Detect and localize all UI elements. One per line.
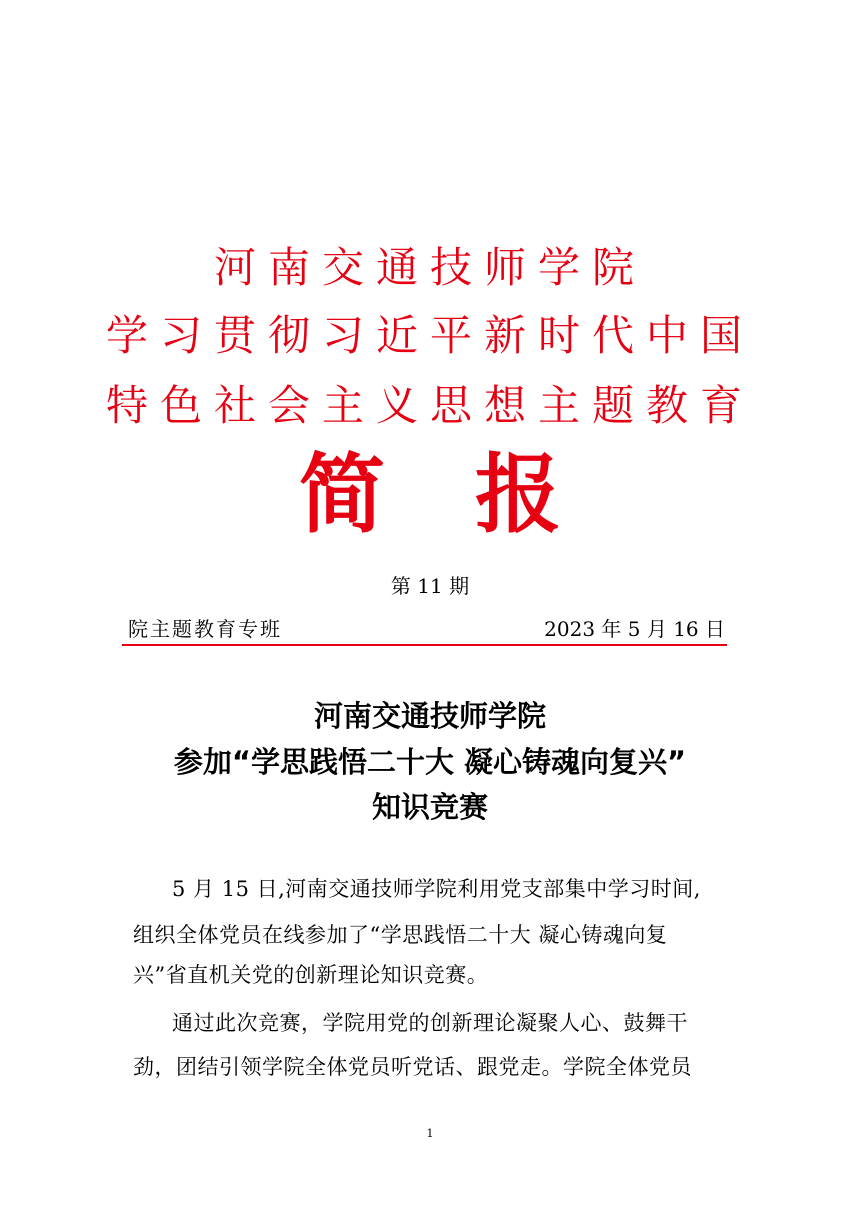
- paragraph-1-line-1: 5 月 15 日,河南交通技师学院利用党支部集中学习时间,: [172, 877, 701, 901]
- header-title-line-2: 学习贯彻习近平新时代中国: [105, 311, 754, 360]
- paragraph-1-line-2: 组织全体党员在线参加了“学思践悟二十大 凝心铸魂向复: [133, 923, 668, 947]
- issue-number: 第 11 期: [390, 574, 470, 598]
- paragraph-1-line-3: 兴”省直机关党的创新理论知识竞赛。: [133, 963, 489, 987]
- header-title-line-1: 河南交通技师学院: [213, 243, 646, 292]
- page-number: 1: [426, 1127, 434, 1140]
- article-title-line-3: 知识竞赛: [371, 790, 488, 824]
- red-divider-line: [122, 644, 727, 646]
- brief-banner: [0, 444, 860, 545]
- issuing-department: 院主题教育专班: [128, 617, 282, 641]
- article-title-line-2: 参加“学思践悟二十大 凝心铸魂向复兴”: [173, 745, 687, 779]
- brief-char-2: 报: [475, 444, 561, 545]
- paragraph-2-line-2: 劲，团结引领学院全体党员听党话、跟党走。学院全体党员: [133, 1055, 692, 1079]
- article-title-line-1: 河南交通技师学院: [313, 699, 546, 733]
- header-title-line-3: 特色社会主义思想主题教育: [105, 381, 754, 430]
- paragraph-2-line-1: 通过此次竞赛，学院用党的创新理论凝聚人心、鼓舞干: [172, 1011, 688, 1035]
- brief-char-1: 简: [299, 444, 385, 545]
- issue-date: 2023 年 5 月 16 日: [544, 617, 725, 641]
